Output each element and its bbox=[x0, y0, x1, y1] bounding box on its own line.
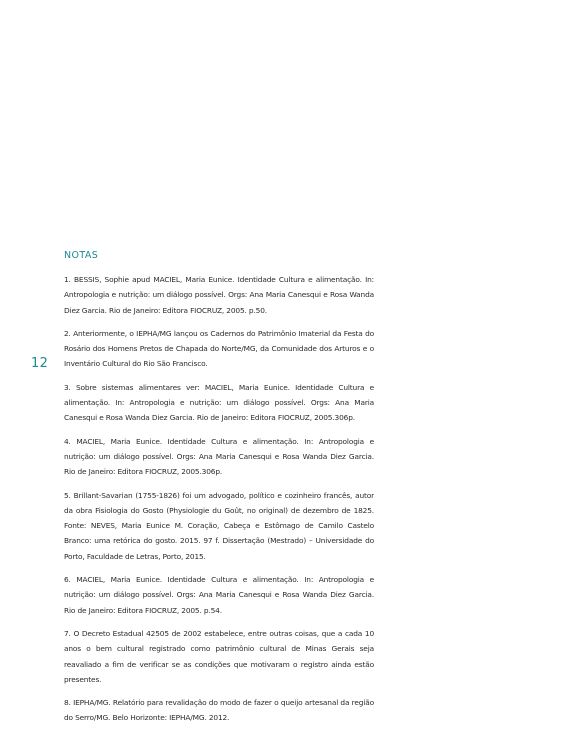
note-item: 4. MACIEL, Maria Eunice. Identidade Cultura e alimentação. In: Antropologia e nutrição: um diálogo possível. Orgs: Ana Maria Canesqui e Rosa Wanda Diez Garcia. Rio de Janeiro: Editora FIOCRUZ, 2005.306p. bbox=[64, 436, 374, 477]
page-number: 12 bbox=[31, 356, 49, 371]
note-item: 5. Brillant-Savarian (1755-1826) foi um advogado, político e cozinheiro francês, autor da obra Fisiologia do Gosto (Physiologie du Goût, no original) de dezembro de 1825. Fonte: NEVES, Maria Eunice M. Coração, Cabeça e Estômago de Camilo Castelo Branco: uma retórica do gosto. 2015. 97 f. Dissertação (Mestrado) – Universidade do Porto, Faculdade de Letras, Porto, 2015. bbox=[64, 490, 374, 561]
note-item: 1. BESSIS, Sophie apud MACIEL, Maria Eunice. Identidade Cultura e alimentação. In: Antropologia e nutrição: um diálogo possível. Orgs: Ana Maria Canesqui e Rosa Wanda Diez Garcia. Rio de Janeiro: Editora FIOCRUZ, 2005. p.50. bbox=[64, 275, 374, 315]
notes-heading: NOTAS bbox=[64, 250, 99, 261]
note-item: 2. Anteriormente, o IEPHA/MG lançou os Cadernos do Patrimônio Imaterial da Festa do Rosário dos Homens Pretos de Chapada do Norte/MG, da Comunidade dos Arturos e o Inventário Cultural do Rio São Francisco. bbox=[64, 328, 374, 369]
note-item: 3. Sobre sistemas alimentares ver: MACIEL, Maria Eunice. Identidade Cultura e alimentação. In: Antropologia e nutrição: um diálogo possível. Orgs: Ana Maria Canesqui e Rosa Wanda Diez Garcia. Rio de Janeiro: Editora FIOCRUZ, 2005.306p. bbox=[64, 382, 374, 423]
note-item: 7. O Decreto Estadual 42505 de 2002 estabelece, entre outras coisas, que a cada 10 anos o bem cultural registrado como patrimônio cultural de Minas Gerais seja reavaliado a fim de verificar se as condições que motivaram o registro ainda estão presentes. bbox=[64, 628, 374, 684]
notes-section bbox=[64, 250, 374, 734]
note-item: 8. IEPHA/MG. Relatório para revalidação do modo de fazer o queijo artesanal da região do Serro/MG. Belo Horizonte: IEPHA/MG. 2012. bbox=[64, 698, 374, 723]
note-item: 6. MACIEL, Maria Eunice. Identidade Cultura e alimentação. In: Antropologia e nutrição: um diálogo possível. Orgs: Ana Maria Canesqui e Rosa Wanda Diez Garcia. Rio de Janeiro: Editora FIOCRUZ, 2005. p.54. bbox=[64, 575, 374, 615]
